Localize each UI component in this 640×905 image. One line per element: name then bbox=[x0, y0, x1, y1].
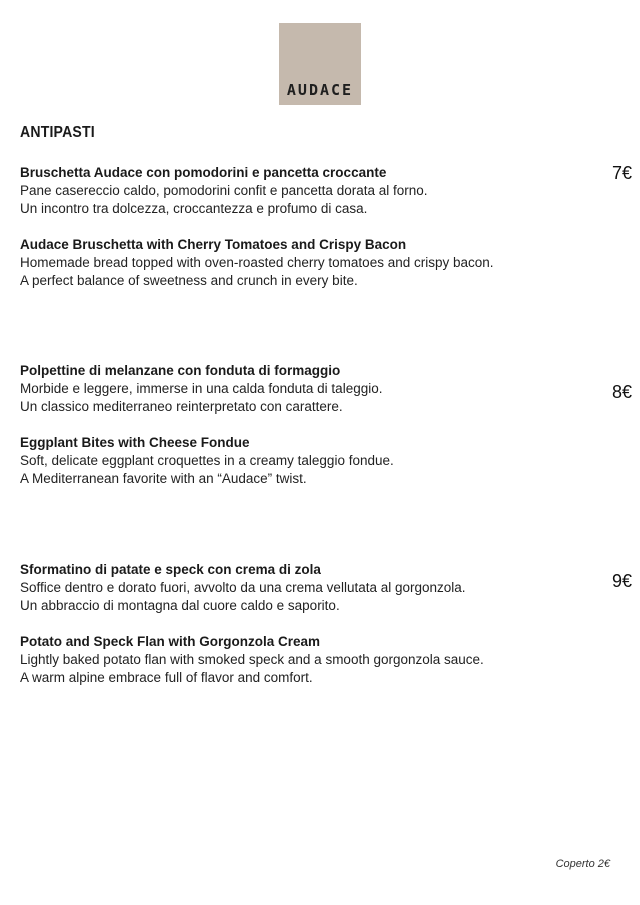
item-desc-it-1: Morbide e leggere, immerse in una calda fonduta di taleggio. bbox=[20, 381, 383, 396]
menu-item-3 bbox=[20, 561, 610, 687]
item-price-2: 8€ bbox=[611, 382, 632, 402]
item-name-it: Bruschetta Audace con pomodorini e pancetta croccante bbox=[20, 165, 387, 180]
logo-text: AUDACE bbox=[286, 81, 354, 99]
menu-item-2 bbox=[20, 362, 610, 488]
item-name-en: Audace Bruschetta with Cherry Tomatoes and Crispy Bacon bbox=[20, 237, 407, 252]
item-desc-it-2: Un incontro tra dolcezza, croccantezza e profumo di casa. bbox=[20, 201, 368, 216]
item-name-it: Sformatino di patate e speck con crema di zola bbox=[20, 562, 321, 577]
item-price-3: 9€ bbox=[611, 571, 632, 591]
item-desc-it-1: Pane casereccio caldo, pomodorini confit e pancetta dorata al forno. bbox=[20, 183, 428, 198]
item-desc-en-2: A Mediterranean favorite with an “Audace” twist. bbox=[20, 471, 307, 486]
item-desc-it-2: Un abbraccio di montagna dal cuore caldo e saporito. bbox=[20, 598, 340, 613]
item-desc-it-1: Soffice dentro e dorato fuori, avvolto da una crema vellutata al gorgonzola. bbox=[20, 580, 466, 595]
menu-item-1 bbox=[20, 164, 610, 290]
item-desc-en-1: Homemade bread topped with oven-roasted cherry tomatoes and crispy bacon. bbox=[20, 255, 494, 270]
item-name-it: Polpettine di melanzane con fonduta di formaggio bbox=[20, 363, 341, 378]
item-desc-it-2: Un classico mediterraneo reinterpretato con carattere. bbox=[20, 399, 343, 414]
item-desc-en-1: Soft, delicate eggplant croquettes in a creamy taleggio fondue. bbox=[20, 453, 394, 468]
item-desc-en-2: A perfect balance of sweetness and crunch in every bite. bbox=[20, 273, 358, 288]
section-title: ANTIPASTI bbox=[20, 124, 95, 141]
item-desc-en-2: A warm alpine embrace full of flavor and comfort. bbox=[20, 670, 313, 685]
item-name-en: Eggplant Bites with Cheese Fondue bbox=[20, 435, 250, 450]
item-name-en: Potato and Speck Flan with Gorgonzola Cream bbox=[20, 634, 321, 649]
coperto-note: Coperto 2€ bbox=[555, 858, 610, 870]
logo bbox=[279, 23, 361, 105]
item-desc-en-1: Lightly baked potato flan with smoked speck and a smooth gorgonzola sauce. bbox=[20, 652, 484, 667]
item-price-1: 7€ bbox=[611, 163, 632, 183]
